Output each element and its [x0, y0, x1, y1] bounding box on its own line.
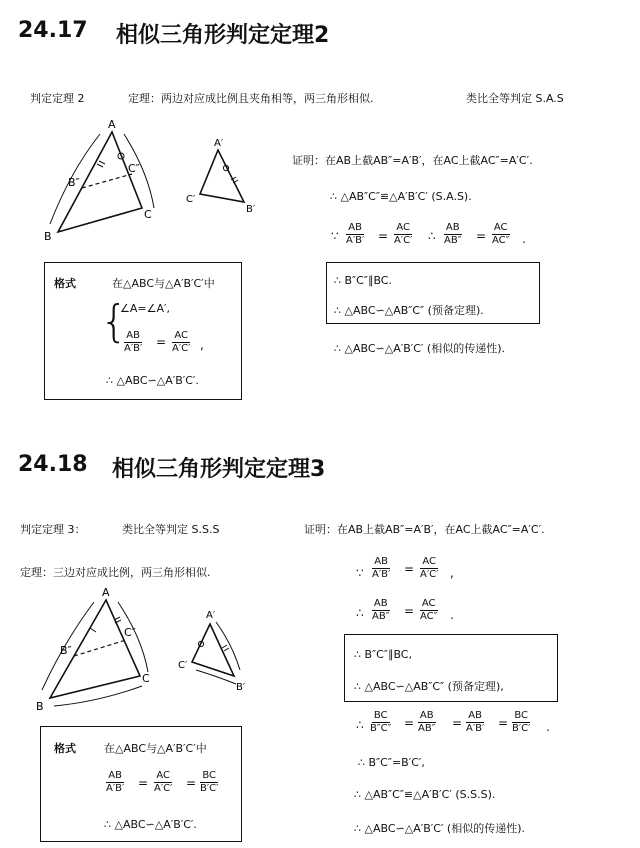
theorem-statement: 定理：三边对应成比例，两三角形相似.: [20, 566, 211, 579]
equals-sign: =: [404, 562, 415, 576]
proof-conclusion: ∴ △ABC∽△A′B′C′ (相似的传递性).: [354, 822, 526, 835]
vertex-label-C2: C″: [124, 626, 136, 639]
figure-large-triangle: [28, 582, 168, 712]
equals-sign: =: [156, 335, 167, 349]
proof-conclusion: ∴ △ABC∽△A′B′C′ (相似的传递性).: [334, 342, 506, 355]
brace: {: [100, 296, 128, 347]
figure-large-triangle: [30, 112, 170, 242]
proof-fraction-5: $\frac{BC}{B''C''}$: [370, 710, 392, 734]
proof-parallel: ∴ B″C″∥BC.: [334, 274, 392, 287]
fraction-AC-A'C': $\frac{AC}{A'C'}$: [172, 330, 191, 354]
vertex-label-A-prime: A′: [206, 610, 216, 621]
proof-congruent-sss: ∴ △AB″C″≌△A′B′C′ (S.S.S).: [354, 788, 496, 801]
fraction-AB-A'B': $\frac{AB}{A'B'}$: [124, 330, 143, 354]
because-symbol: ∵: [331, 229, 339, 243]
equals-sign: =: [404, 604, 415, 618]
vertex-label-C: C: [144, 208, 152, 221]
therefore-symbol: ∴: [356, 718, 364, 732]
because-symbol: ∵: [356, 566, 364, 580]
section-title-24-17: 相似三角形判定定理2: [116, 23, 330, 48]
vertex-label-C2: C″: [128, 162, 140, 175]
section-number-24-17: 24.17: [18, 18, 88, 43]
vertex-label-C-prime: C′: [178, 660, 188, 671]
equals-sign: =: [138, 776, 149, 790]
period: .: [522, 232, 526, 246]
vertex-label-C: C: [142, 672, 150, 685]
proof-fraction-1: $\frac{AB}{A'B'}$: [346, 222, 365, 246]
comma: ,: [200, 338, 204, 352]
figure-small-triangle: [184, 134, 264, 214]
fraction-AC-A'C': $\frac{AC}{A'C'}$: [154, 770, 173, 794]
proof-parallel: ∴ B″C″∥BC,: [354, 648, 412, 661]
theorem-statement: 定理：两边对应成比例且夹角相等，两三角形相似.: [128, 92, 374, 105]
proof-intro: 证明：在AB上截AB″=A′B′，在AC上截AC″=A′C′.: [292, 154, 533, 167]
vertex-label-A: A: [102, 586, 110, 599]
vertex-label-B2: B″: [60, 644, 72, 657]
format-conclusion: ∴ △ABC∽△A′B′C′.: [104, 818, 197, 831]
proof-fraction-4: $\frac{AC}{AC''}$: [420, 598, 438, 622]
vertex-label-B: B: [36, 700, 44, 712]
proof-line-congruent: ∴ △AB″C″≌△A′B′C′ (S.A.S).: [330, 190, 472, 203]
format-condition: 在△ABC与△A′B′C′中: [112, 277, 215, 290]
format-conclusion: ∴ △ABC∽△A′B′C′.: [106, 374, 199, 387]
equals-sign: =: [404, 716, 415, 730]
analogy-note: 类比全等判定 S.S.S: [122, 523, 220, 536]
proof-fraction-1: $\frac{AB}{A'B'}$: [372, 556, 391, 580]
therefore-symbol: ∴: [428, 229, 436, 243]
proof-fraction-6: $\frac{AB}{AB''}$: [418, 710, 436, 734]
vertex-label-A-prime: A′: [214, 138, 224, 149]
format-label: 格式: [54, 742, 76, 755]
proof-fraction-2: $\frac{AC}{A'C'}$: [420, 556, 439, 580]
therefore-symbol: ∴: [356, 606, 364, 620]
proof-side-equal: ∴ B″C″=B′C′,: [358, 756, 425, 769]
theorem-name: 判定定理 3：: [20, 523, 86, 536]
equals-sign: =: [378, 229, 389, 243]
section-number-24-18: 24.18: [18, 452, 88, 477]
proof-fraction-4: $\frac{AC}{AC''}$: [492, 222, 510, 246]
equals-sign: =: [498, 716, 509, 730]
fraction-BC-B'C': $\frac{BC}{B'C'}$: [200, 770, 219, 794]
fraction-AB-A'B': $\frac{AB}{A'B'}$: [106, 770, 125, 794]
vertex-label-B-prime: B′: [246, 204, 256, 214]
vertex-label-A: A: [108, 118, 116, 131]
theorem-name: 判定定理 2: [30, 92, 85, 105]
figure-small-triangle: [176, 604, 256, 694]
equals-sign: =: [476, 229, 487, 243]
format-condition: 在△ABC与△A′B′C′中: [104, 742, 207, 755]
proof-intro: 证明：在AB上截AB″=A′B′，在AC上截AC″=A′C′.: [304, 523, 545, 536]
proof-fraction-3: $\frac{AB}{AB''}$: [444, 222, 462, 246]
equals-sign: =: [452, 716, 463, 730]
period: .: [546, 720, 550, 734]
format-label: 格式: [54, 277, 76, 290]
analogy-note: 类比全等判定 S.A.S: [466, 92, 564, 105]
proof-fraction-3: $\frac{AB}{AB''}$: [372, 598, 390, 622]
period: .: [450, 608, 454, 622]
proof-preliminary-theorem: ∴ △ABC∽△AB″C″ (预备定理),: [354, 680, 504, 693]
vertex-label-C-prime: C′: [186, 194, 196, 205]
proof-fraction-7: $\frac{AB}{A'B'}$: [466, 710, 485, 734]
equals-sign: =: [186, 776, 197, 790]
section-title-24-18: 相似三角形判定定理3: [112, 457, 326, 482]
vertex-label-B: B: [44, 230, 52, 242]
vertex-label-B-prime: B′: [236, 682, 246, 693]
vertex-label-B2: B″: [68, 176, 80, 189]
comma: ,: [450, 566, 454, 580]
proof-fraction-2: $\frac{AC}{A'C'}$: [394, 222, 413, 246]
format-angle-equal: ∠A=∠A′,: [120, 302, 170, 315]
proof-preliminary-theorem: ∴ △ABC∽△AB″C″ (预备定理).: [334, 304, 484, 317]
proof-fraction-8: $\frac{BC}{B'C'}$: [512, 710, 531, 734]
